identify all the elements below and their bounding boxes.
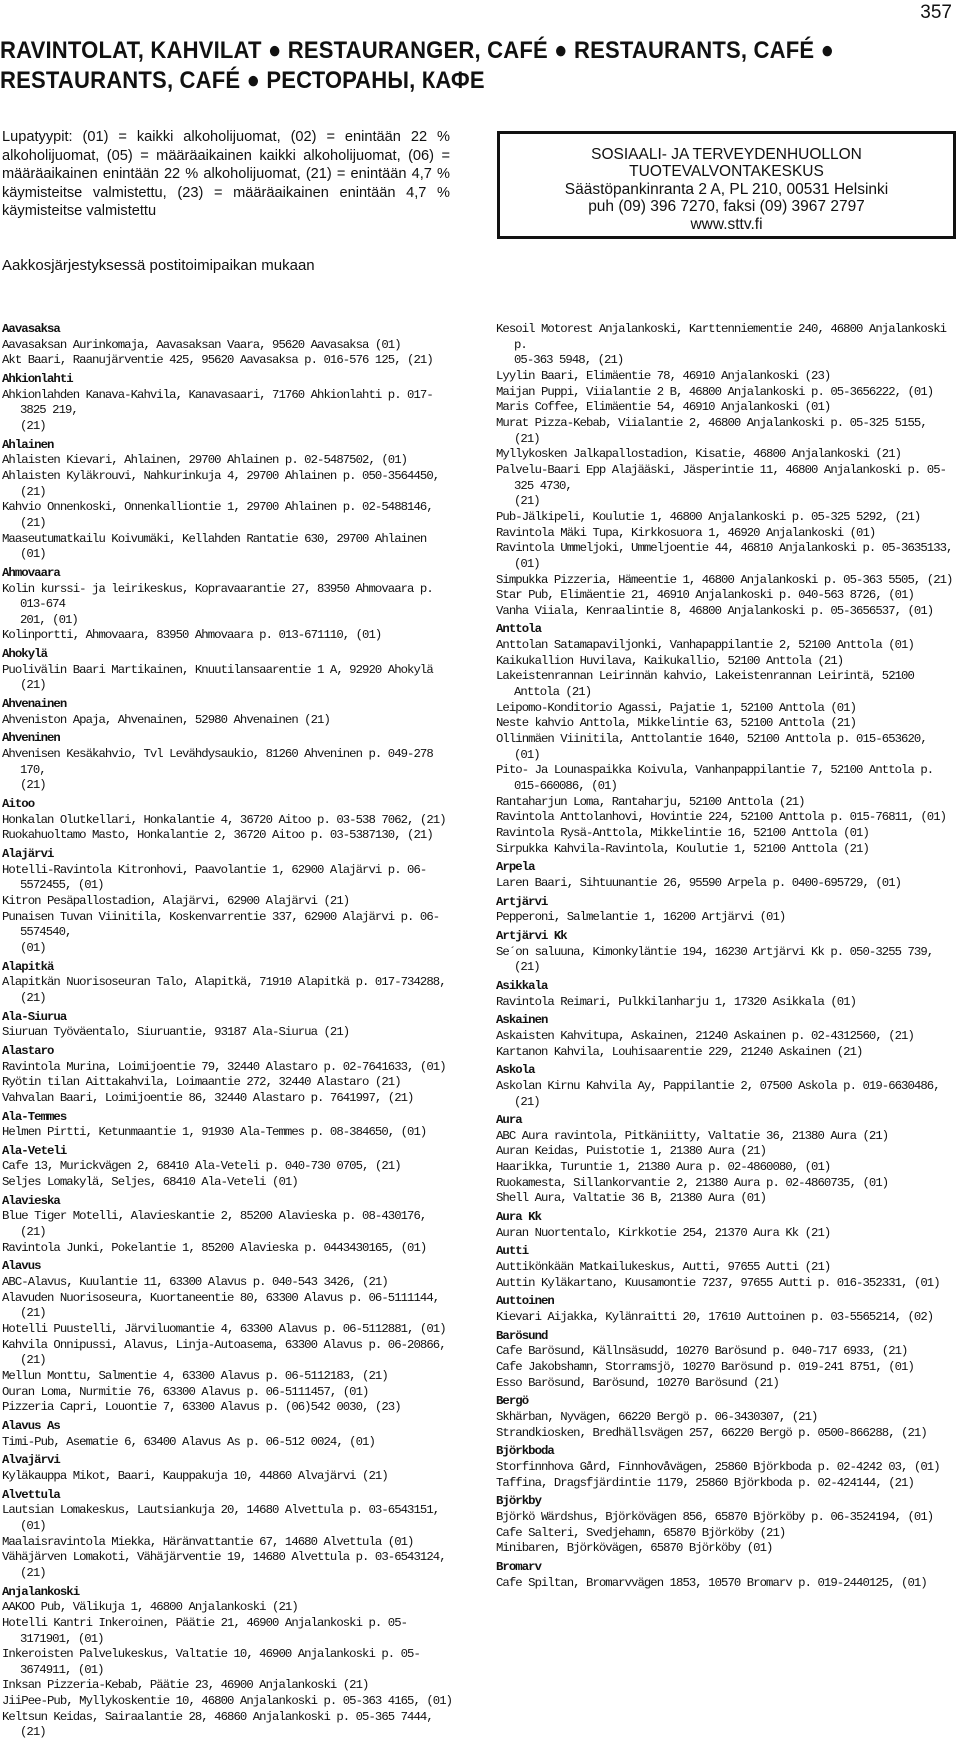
listing-entry: Laren Baari, Sihtuunantie 26, 95590 Arpela p. 0400-695729, (01) [496,875,902,890]
place-heading: Björkboda [496,1444,554,1459]
listing-entry: Ravintola Reimari, Pulkkilanharju 1, 17320 Asikkala (01) [496,994,857,1009]
listing-entry: Pepperoni, Salmelantie 1, 16200 Artjärvi (01) [496,910,786,925]
place-heading: Ahmovaara [2,565,60,580]
listing-entry: Keltsun Keidas, Sairaalantie 28, 46860 Anjalankoski p. 05-365 7444, (21) [2,1709,433,1740]
listing-entry: Auttikönkään Matkailukeskus, Autti, 97655 Autti (21) [496,1260,831,1275]
right-column [496,322,958,1591]
listing-entry: Ravintola Rysä-Anttola, Mikkelintie 16, 52100 Anttola (01) [496,826,869,840]
listing-entry: Cafe 13, Murickvägen 2, 68410 Ala-Veteli p. 040-730 0705, (21) [2,1159,401,1174]
listing-entry: Ryötin tilan Aittakahvila, Loimaantie 272, 32440 Alastaro (21) [2,1075,401,1090]
listing-entry: Blue Tiger Motelli, Alavieskantie 2, 85200 Alavieska p. 08-430176, (21) [2,1209,427,1240]
listing-entry: Vähäjärven Lomakoti, Vähäjärventie 19, 14680 Alvettula p. 03-6543124, (21) [2,1550,446,1580]
listing-entry: Alapitkän Nuorisoseuran Talo, Alapitkä, 71910 Alapitkä p. 017-734288, (21) [2,975,446,1005]
listing-entry: Maijan Puppi, Viialantie 2 B, 46800 Anjalankoski p. 05-3656222, (01) [496,384,934,399]
listing-entry: Maalaisravintola Miekka, Häränvattantie 67, 14680 Alvettula (01) [2,1534,414,1549]
listing-entry: Ravintola Murina, Loimijoentie 79, 32440 Alastaro p. 02-7641633, (01) [2,1059,446,1074]
listing-entry: Kolinportti, Ahmovaara, 83950 Ahmovaara p. 013-671110, (01) [2,628,382,643]
listing-entry: Ruokamesta, Sillankorvantie 2, 21380 Aura p. 02-4860735, (01) [496,1175,889,1190]
place-heading: Aura Kk [496,1210,542,1225]
listing-entry: Ruokahuoltamo Masto, Honkalantie 2, 36720 Aitoo p. 03-5387130, (21) [2,828,433,843]
listing-entry: Haarikka, Turuntie 1, 21380 Aura p. 02-4860080, (01) [496,1160,831,1175]
place-heading: Ahlainen [2,437,54,452]
listing-entry: Storfinnhova Gård, Finnhovåvägen, 25860 Björkboda p. 02-4242 03, (01) [496,1459,940,1474]
place-heading: Ala-Temmes [2,1109,67,1124]
listing-entry: Ahveniston Apaja, Ahvenainen, 52980 Ahvenainen (21) [2,712,330,727]
place-heading: Alavus [2,1259,41,1274]
listing-entry: Ahlaisten Kyläkrouvi, Nahkurinkuja 4, 29700 Ahlainen p. 050-3564450, (21) [2,468,440,499]
listing-entry: Ravintola Ummeljoki, Ummeljoentie 44, 46810 Anjalankoski p. 05-3635133, (01) [496,541,953,571]
listing-entry: Akt Baari, Raanujärventie 425, 95620 Aavasaksa p. 016-576 125, (21) [2,353,433,368]
listing-entry: Pizzeria Capri, Louontie 7, 63300 Alavus p. (06)542 0030, (23) [2,1400,401,1415]
place-heading: Alavus As [2,1418,60,1433]
agency-phone: puh (09) 396 7270, faksi (09) 3967 2797 [588,198,865,216]
listing-entry: Hotelli Puustelli, Järviluomantie 4, 63300 Alavus p. 06-5112881, (01) [2,1322,446,1337]
listing-entry: Skhärban, Nyvägen, 66220 Bergö p. 06-3430307, (21) [496,1409,818,1424]
listing-entry: Kitron Pesäpallostadion, Alajärvi, 62900 Alajärvi (21) [2,893,350,908]
place-heading: Alvettula [2,1487,60,1502]
listing-entry: Ravintola Anttolanhovi, Hovintie 224, 52100 Anttola p. 015-76811, (01) [496,810,947,825]
page-number: 357 [920,2,952,23]
listing-entry: Ouran Loma, Nurmitie 76, 63300 Alavus p. 06-5111457, (01) [2,1384,369,1399]
listing-entry: Björkö Wärdshus, Björkövägen 856, 65870 Björköby p. 06-3524194, (01) [496,1509,934,1524]
listing-entry: Hotelli-Ravintola Kitronhovi, Paavolantie 1, 62900 Alajärvi p. 06-5572455, (01) [2,862,427,893]
left-column [2,322,457,1741]
place-heading: Artjärvi [496,894,548,909]
place-heading: Bromarv [496,1559,542,1574]
place-heading: Ala-Veteli [2,1143,67,1158]
agency-name-line-2: TUOTEVALVONTAKESKUS [629,163,824,181]
listing-entry: Star Pub, Elimäentie 21, 46910 Anjalankoski p. 040-563 8726, (01) [496,588,914,603]
agency-name-line-1: SOSIAALI- JA TERVEYDENHUOLLON [591,146,862,163]
listing-entry: Kesoil Motorest Anjalankoski, Karttenniementie 240, 46800 Anjalankoski p. 05-363 5948, (21) [496,322,947,368]
listing-entry: Murat Pizza-Kebab, Viialantie 2, 46800 Anjalankoski p. 05-325 5155, (21) [496,415,927,446]
listing-entry: Ahvenisen Kesäkahvio, Tvl Levähdysaukio, 81260 Ahveninen p. 049-278 170, (21) [2,747,433,793]
listing-entry: Shell Aura, Valtatie 36 B, 21380 Aura (01) [496,1191,767,1206]
listing-entry: Kahvila Onnipussi, Alavus, Linja-Autoasema, 63300 Alavus p. 06-20866, (21) [2,1337,446,1368]
listing-entry: Ravintola Junki, Pokelantie 1, 85200 Alavieska p. 0443430165, (01) [2,1240,427,1255]
listing-entry: Kartanon Kahvila, Louhisaarentie 229, 21240 Askainen (21) [496,1044,863,1059]
listing-entry: Siuruan Työväentalo, Siuruantie, 93187 Ala-Siurua (21) [2,1025,350,1040]
place-heading: Ahvenainen [2,697,67,712]
place-heading: Aitoo [2,797,35,812]
listing-entry: ABC Aura ravintola, Pitkäniitty, Valtatie 36, 21380 Aura (21) [496,1128,889,1143]
place-heading: Barösund [496,1328,548,1343]
listing-entry: Honkalan Olutkellari, Honkalantie 4, 36720 Aitoo p. 03-538 7062, (21) [2,812,446,827]
listing-entry: Auttin Kyläkartano, Kuusamontie 7237, 97655 Autti p. 016-352331, (01) [496,1275,940,1290]
listing-entry: Kyläkauppa Mikot, Baari, Kauppakuja 10, 44860 Alvajärvi (21) [2,1468,388,1483]
listing-entry: Rantaharjun Loma, Rantaharju, 52100 Anttola (21) [496,794,805,809]
listing-entry: Cafe Jakobshamn, Storramsjö, 10270 Barösund p. 019-241 8751, (01) [496,1360,914,1374]
listing-entry: Ollinmäen Viinitila, Anttolantie 1640, 52100 Anttola p. 015-653620, (01) [496,732,927,762]
place-heading: Alajärvi [2,847,54,861]
listing-entry: Leipomo-Konditorio Agassi, Pajatie 1, 52100 Anttola (01) [496,700,857,715]
listing-entry: Se´on saluuna, Kimonkyläntie 194, 16230 Artjärvi Kk p. 050-3255 739, (21) [496,944,934,975]
listing-entry: Pito- Ja Lounaspaikka Koivula, Vanhanpappilantie 7, 52100 Anttola p. 015-660086, (01) [496,763,934,794]
place-heading: Alavieska [2,1193,60,1208]
place-heading: Anjalankoski [2,1584,80,1599]
place-heading: Aavasaksa [2,322,60,336]
listing-entry: Cafe Salteri, Svedjehamn, 65870 Björköby (21) [496,1525,786,1540]
listing-entry: Maris Coffee, Elimäentie 54, 46910 Anjalankoski (01) [496,400,831,415]
listing-entry: Esso Barösund, Barösund, 10270 Barösund (21) [496,1375,779,1390]
listing-entry: Hotelli Kantri Inkeroinen, Päätie 21, 46900 Anjalankoski p. 05-3171901, (01) [2,1615,408,1646]
listing-entry: Askolan Kirnu Kahvila Ay, Pappilantie 2, 07500 Askola p. 019-6630486, (21) [496,1078,940,1109]
page-title [0,36,860,96]
listing-entry: Auran Keidas, Puistotie 1, 21380 Aura (21) [496,1144,767,1159]
listing-entry: Cafe Spiltan, Bromarvvägen 1853, 10570 Bromarv p. 019-2440125, (01) [496,1575,927,1590]
listing-entry: Kaikukallion Huvilava, Kaikukallio, 52100 Anttola (21) [496,653,844,668]
listing-entry: Lautsian Lomakeskus, Lautsiankuja 20, 14680 Alvettula p. 03-6543151, (01) [2,1503,440,1533]
title-line-2: RESTAURANTS, CAFÉ ● РЕСТОРАНЫ, КАФЕ [0,67,485,94]
licence-type-legend: Lupatyypit: (01) = kaikki alkoholijuomat, (02) = enintään 22 % alkoholijuomat, (05) = määräaikainen kaikki alkoholijuomat, (06) = määräaikainen enintään 22 % alkoholijuomat, (21) = enintään 4,7 % käymisteitse valmistettu, (23) = määräaikainen enintään 4,7 % käymisteitse valmistettu [2,129,450,220]
listing-entry: AAKOO Pub, Välikuja 1, 46800 Anjalankoski (21) [2,1600,298,1615]
place-heading: Askola [496,1063,535,1078]
agency-website: www.sttv.fi [690,215,763,233]
place-heading: Anttola [496,622,542,637]
listing-entry: Inkeroisten Palvelukeskus, Valtatie 10, 46900 Anjalankoski p. 05-3674911, (01) [2,1647,420,1677]
place-heading: Aura [496,1113,522,1128]
place-heading: Autti [496,1244,529,1259]
place-heading: Ahkionlahti [2,371,73,386]
listing-entry: Ahkionlahden Kanava-Kahvila, Kanavasaari, 71760 Ahkionlahti p. 017-3825 219, (21) [2,387,433,433]
listing-entry: Simpukka Pizzeria, Hämeentie 1, 46800 Anjalankoski p. 05-363 5505, (21) [496,572,953,587]
listing-entry: Vanha Viiala, Kenraalintie 8, 46800 Anjalankoski p. 05-3656537, (01) [496,603,934,618]
place-heading: Asikkala [496,978,548,993]
place-heading: Ahveninen [2,731,60,746]
listing-entry: Kahvio Onnenkoski, Onnenkalliontie 1, 29700 Ahlainen p. 02-5488146, (21) [2,500,433,530]
listing-entry: Puolivälin Baari Martikainen, Knuutilansaarentie 1 A, 92920 Ahokylä (21) [2,662,433,693]
listing-entry: Strandkiosken, Bredhällsvägen 257, 66220 Bergö p. 0500-866288, (21) [496,1425,927,1440]
title-line-1: RAVINTOLAT, KAHVILAT ● RESTAURANGER, CAFÉ ● RESTAURANTS, CAFÉ ● [0,37,835,64]
listing-entry: Kievari Aijakka, Kylänraitti 20, 17610 Auttoinen p. 03-5565214, (02) [496,1310,934,1325]
place-heading: Auttoinen [496,1294,554,1309]
listing-entry: Minibaren, Björkövägen, 65870 Björköby (01) [496,1541,773,1556]
sort-note: Aakkosjärjestyksessä postitoimipaikan mukaan [2,257,315,274]
place-heading: Bergö [496,1394,529,1409]
listing-entry: Pub-Jälkipeli, Koulutie 1, 46800 Anjalankoski p. 05-325 5292, (21) [496,509,921,524]
agency-address: Säästöpankinranta 2 A, PL 210, 00531 Helsinki [564,180,889,198]
agency-info-box [497,131,956,239]
place-heading: Björkby [496,1494,542,1509]
listing-entry: Myllykosken Jalkapallostadion, Kisatie, 46800 Anjalankoski (21) [496,447,902,462]
listing-entry: Neste kahvio Anttola, Mikkelintie 63, 52100 Anttola (21) [496,716,857,731]
listing-entry: Palvelu-Baari Epp Alajääski, Jäsperintie 11, 46800 Anjalankoski p. 05-325 4730, (21) [496,462,947,509]
listing-entry: Punaisen Tuvan Viinitila, Koskenvarrentie 337, 62900 Alajärvi p. 06-5574540, (01) [2,909,440,955]
listing-entry: Seljes Lomakylä, Seljes, 68410 Ala-Veteli (01) [2,1175,298,1190]
place-heading: Alvajärvi [2,1453,60,1468]
place-heading: Ala-Siurua [2,1009,67,1024]
listing-entry: Sirpukka Kahvila-Ravintola, Koulutie 1, 52100 Anttola (21) [496,841,869,856]
place-heading: Ahokylä [2,647,48,662]
listing-entry: Inksan Pizzeria-Kebab, Päätie 23, 46900 Anjalankoski (21) [2,1678,369,1693]
listing-entry: Vahvalan Baari, Loimijoentie 86, 32440 Alastaro p. 7641997, (21) [2,1090,414,1105]
listing-entry: Aavasaksan Aurinkomaja, Aavasaksan Vaara, 95620 Aavasaksa (01) [2,337,401,352]
listing-entry: Timi-Pub, Asematie 6, 63400 Alavus As p. 06-512 0024, (01) [2,1434,375,1449]
listing-entry: Mellun Monttu, Salmentie 4, 63300 Alavus p. 06-5112183, (21) [2,1369,388,1383]
listing-entry: Helmen Pirtti, Ketunmaantie 1, 91930 Ala-Temmes p. 08-384650, (01) [2,1125,427,1140]
place-heading: Alapitkä [2,959,54,974]
listing-entry: ABC-Alavus, Kuulantie 11, 63300 Alavus p. 040-543 3426, (21) [2,1275,388,1290]
place-heading: Askainen [496,1013,548,1028]
listing-entry: Lyylin Baari, Elimäentie 78, 46910 Anjalankoski (23) [496,368,831,383]
listing-entry: Alavuden Nuorisoseura, Kuortaneentie 80, 63300 Alavus p. 06-5111144, (21) [2,1290,440,1321]
place-heading: Alastaro [2,1043,54,1058]
listing-entry: Askaisten Kahvitupa, Askainen, 21240 Askainen p. 02-4312560, (21) [496,1028,914,1043]
listing-entry: JiiPee-Pub, Myllykoskentie 10, 46800 Anjalankoski p. 05-363 4165, (01) [2,1694,453,1709]
listing-entry: Cafe Barösund, Källnsäsudd, 10270 Barösund p. 040-717 6933, (21) [496,1344,908,1359]
listing-entry: Taffina, Dragsfjärdintie 1179, 25860 Björkboda p. 02-424144, (21) [496,1475,914,1490]
listing-entry: Maaseutumatkailu Koivumäki, Kellahden Rantatie 630, 29700 Ahlainen (01) [2,531,427,562]
listing-entry: Ahlaisten Kievari, Ahlainen, 29700 Ahlainen p. 02-5487502, (01) [2,453,408,468]
listing-entry: Lakeistenrannan Leirinnän kahvio, Lakeistenrannan Leirintä, 52100 Anttola (21) [496,669,914,700]
listing-entry: Auran Nuortentalo, Kirkkotie 254, 21370 Aura Kk (21) [496,1225,831,1240]
listing-entry: Anttolan Satamapaviljonki, Vanhapappilantie 2, 52100 Anttola (01) [496,638,914,653]
listing-entry: Kolin kurssi- ja leirikeskus, Kopravaarantie 27, 83950 Ahmovaara p. 013-674 201, (01) [2,581,433,627]
listing-entry: Ravintola Mäki Tupa, Kirkkosuora 1, 46920 Anjalankoski (01) [496,525,876,540]
place-heading: Artjärvi Kk [496,928,567,943]
place-heading: Arpela [496,860,535,875]
